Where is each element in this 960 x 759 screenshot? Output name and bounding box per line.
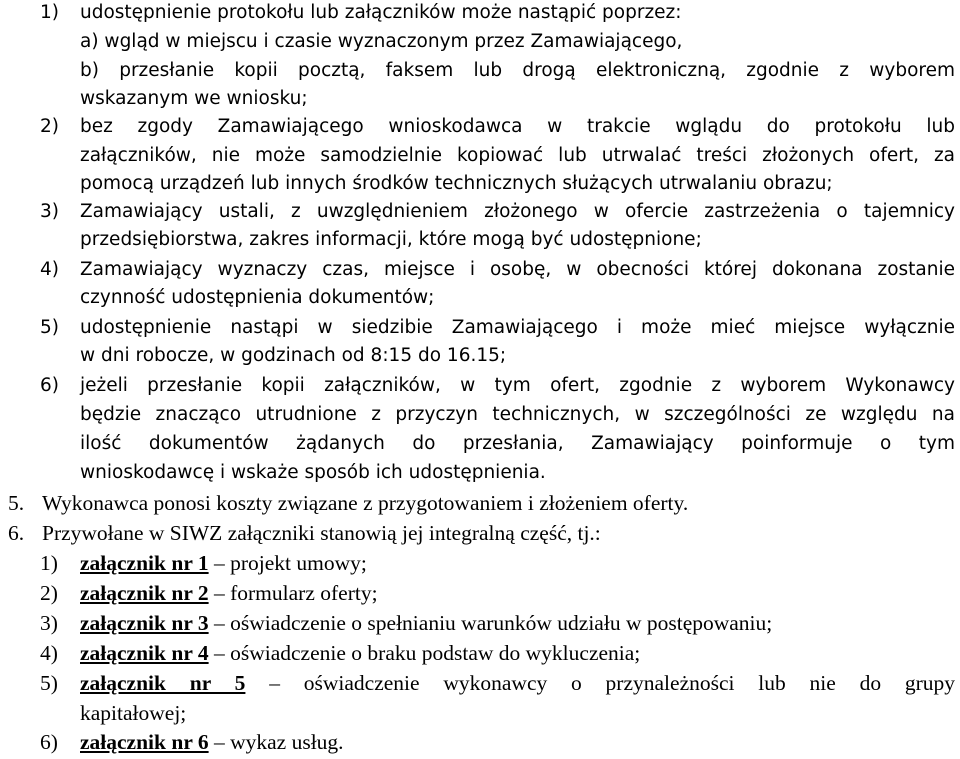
attachment-desc: oświadczenie wykonawcy o przynależności lub nie do grupy: [303, 671, 956, 695]
attachment-5: [0, 671, 960, 700]
item-text: w dni robocze, w godzinach od 8:15 do 16.15;: [80, 345, 507, 366]
attachment-desc: oświadczenie o spełnianiu warunków udziału w postępowaniu;: [230, 611, 773, 635]
item-3-line-1: [0, 201, 960, 230]
item-text: Zamawiający ustali, z uwzględnieniem złożonego w ofercie zastrzeżenia o tajemnicy: [80, 201, 955, 222]
item-text: ilość dokumentów żądanych do przesłania, Zamawiający poinformuje o tym: [80, 433, 955, 454]
point-5: [0, 491, 960, 520]
attachment-dash: –: [213, 581, 225, 605]
item-text: Zamawiający wyznaczy czas, miejsce i osobę, w obecności której dokonana zostanie: [80, 259, 955, 280]
attachment-4: [0, 641, 960, 670]
item-4-line-2: [0, 287, 960, 316]
point-text: Przywołane w SIWZ załączniki stanowią jej integralną część, tj.:: [42, 521, 601, 545]
item-6-line-1: [0, 375, 960, 404]
item-number: 3): [40, 201, 59, 222]
item-number: 1): [40, 2, 59, 23]
item-5-line-2: [0, 345, 960, 374]
item-number: 5): [40, 317, 59, 338]
item-1b-line-1: [0, 60, 960, 89]
point-text: Wykonawca ponosi koszty związane z przygotowaniem i złożeniem oferty.: [42, 491, 689, 515]
attachment-label: załącznik nr 4: [80, 641, 209, 665]
attachment-entry: [80, 581, 378, 606]
attachment-entry: [80, 611, 772, 636]
item-number: 6): [40, 375, 59, 396]
attachment-3: [0, 611, 960, 640]
point-6: [0, 521, 960, 550]
attachment-2: [0, 581, 960, 610]
attachment-dash: –: [213, 611, 225, 635]
item-1b-line-2: [0, 88, 960, 117]
item-text: czynność udostępnienia dokumentów;: [80, 287, 435, 308]
item-1a-line-1: [0, 31, 960, 60]
item-text: załączników, nie może samodzielnie kopiować lub utrwalać treści złożonych ofert, za: [80, 145, 955, 166]
attachment-dash: –: [213, 551, 225, 575]
attachment-5-cont: [0, 701, 960, 730]
item-text: przedsiębiorstwa, zakres informacji, które mogą być udostępnione;: [80, 229, 702, 250]
item-2-line-2: [0, 145, 960, 174]
item-text: wnioskodawcę i wskaże sposób ich udostępnienia.: [80, 462, 546, 483]
attachment-entry: [80, 641, 640, 666]
attachment-desc: wykaz usług.: [230, 730, 344, 754]
attachment-number: 2): [40, 581, 58, 605]
item-text: a) wgląd w miejscu i czasie wyznaczonym przez Zamawiającego,: [80, 31, 683, 52]
attachment-number: 3): [40, 611, 58, 635]
item-number: 4): [40, 259, 59, 280]
item-text: udostępnienie protokołu lub załączników może nastąpić poprzez:: [80, 2, 682, 23]
item-4-line-1: [0, 259, 960, 288]
attachment-number: 4): [40, 641, 58, 665]
attachment-desc-cont: kapitałowej;: [80, 701, 187, 725]
attachment-dash: –: [213, 641, 225, 665]
item-6-line-4: [0, 462, 960, 491]
item-text: b) przesłanie kopii pocztą, faksem lub drogą elektroniczną, zgodnie z wyborem: [80, 60, 955, 81]
item-text: jeżeli przesłanie kopii załączników, w tym ofert, zgodnie z wyborem Wykonawcy: [80, 375, 955, 396]
attachment-entry: [80, 671, 955, 696]
item-6-line-3: [0, 433, 960, 462]
item-text: pomocą urządzeń lub innych środków technicznych służących utrwalaniu obrazu;: [80, 173, 833, 194]
attachment-entry: [80, 551, 367, 576]
attachment-desc: projekt umowy;: [230, 551, 367, 575]
item-1-line-1: [0, 2, 960, 31]
attachment-label: załącznik nr 1: [80, 551, 209, 575]
item-text: bez zgody Zamawiającego wnioskodawca w trakcie wglądu do protokołu lub: [80, 116, 955, 137]
point-number: 6.: [8, 521, 25, 545]
attachment-desc: oświadczenie o braku podstaw do wykluczenia;: [230, 641, 641, 665]
point-number: 5.: [8, 491, 25, 515]
attachment-6: [0, 730, 960, 759]
item-2-line-1: [0, 116, 960, 145]
item-2-line-3: [0, 173, 960, 202]
attachment-number: 5): [40, 671, 58, 695]
item-text: wskazanym we wniosku;: [80, 88, 308, 109]
attachment-label: załącznik nr 3: [80, 611, 209, 635]
attachment-dash: –: [269, 671, 280, 695]
attachment-entry: [80, 730, 344, 755]
attachment-dash: –: [213, 730, 225, 754]
item-6-line-2: [0, 404, 960, 433]
attachment-1: [0, 551, 960, 580]
item-text: udostępnienie nastąpi w siedzibie Zamawiającego i może mieć miejsce wyłącznie: [80, 317, 955, 338]
item-3-line-2: [0, 229, 960, 258]
attachment-label: załącznik nr 2: [80, 581, 209, 605]
attachment-label: załącznik nr 6: [80, 730, 209, 754]
attachment-desc: formularz oferty;: [230, 581, 378, 605]
item-text: będzie znacząco utrudnione z przyczyn technicznych, w szczególności ze względu na: [80, 404, 955, 425]
attachment-label: załącznik nr 5: [80, 671, 246, 695]
attachment-number: 1): [40, 551, 58, 575]
attachment-number: 6): [40, 730, 58, 754]
item-5-line-1: [0, 317, 960, 346]
item-number: 2): [40, 116, 59, 137]
